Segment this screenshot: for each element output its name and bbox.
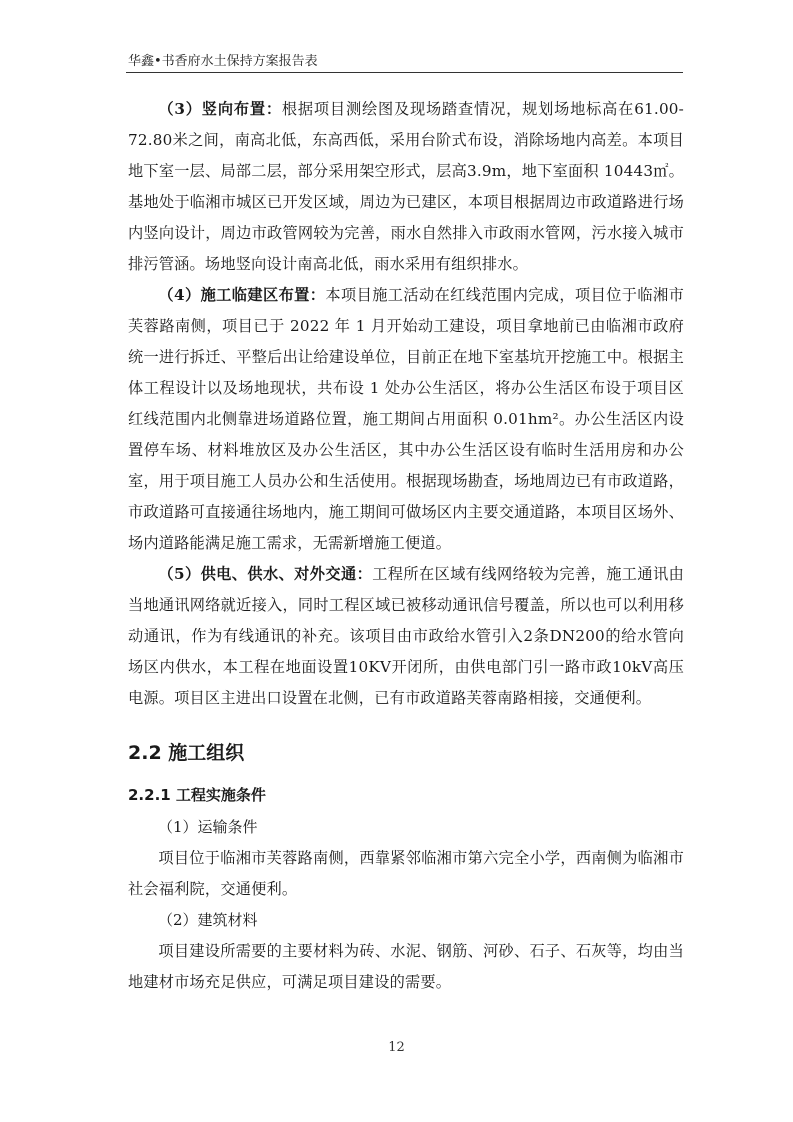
transport-conditions-heading: （1）运输条件: [158, 818, 258, 836]
building-materials-heading: （2）建筑材料: [158, 911, 258, 929]
subsection-heading: 2.2.1 工程实施条件: [128, 786, 266, 804]
paragraph-body: 本项目施工活动在红线范围内完成，项目位于临湘市芙蓉路南侧，项目已于 2022 年 1 月开始动工建设，项目拿地前已由临湘市政府统一进行拆迁、平整后出让给建设单位，目前正在地下室基坑开挖施工中。根据主体工程设计以及场地现状，共布设 1 处办公生活区，将办公生活区布设于项目区红线范围内北侧靠进场道路位置，施工期间占用面积 0.01hm²。办公生活区内设置停车场、材料堆放区及办公生活区，其中办公生活区设有临时生活用房和办公室，用于项目施工人员办公和生活使用。根据现场勘查，场地周边已有市政道路，市政道路可直接通往场地内，施工期间可做场区内主要交通道路，本项目区场外、场内道路能满足施工需求，无需新增施工便道。: [128, 286, 684, 552]
paragraph-temporary-construction: [128, 280, 684, 559]
building-materials-text: 项目建设所需要的主要材料为砖、水泥、钢筋、河砂、石子、石灰等，均由当地建材市场充足供应，可满足项目建设的需要。: [128, 942, 684, 991]
transport-conditions-text: 项目位于临湘市芙蓉路南侧，西靠紧邻临湘市第六完全小学，西南侧为临湘市社会福利院，交通便利。: [128, 849, 684, 898]
paragraph-vertical-layout: [128, 94, 684, 280]
paragraph-utilities-transport: [128, 559, 684, 714]
paragraph-body: 根据项目测绘图及现场踏查情况，规划场地标高在61.00-72.80米之间，南高北低，东高西低，采用台阶式布设，消除场地内高差。本项目地下室一层、局部二层，部分采用架空形式，层高3.9m，地下室面积 10443㎡。基地处于临湘市城区已开发区域，周边为已建区，本项目根据周边市政道路进行场内竖向设计，周边市政管网较为完善，雨水自然排入市政雨水管网，污水接入城市排污管涵。场地竖向设计南高北低，雨水采用有组织排水。: [128, 100, 684, 273]
paragraph-label: （4）施工临建区布置：: [158, 286, 326, 304]
page-number: 12: [388, 1040, 405, 1055]
paragraph-label: （5）供电、供水、对外交通：: [158, 565, 373, 583]
section-heading: 2.2 施工组织: [128, 742, 245, 764]
header-divider: [126, 72, 683, 73]
paragraph-body: 工程所在区域有线网络较为完善，施工通讯由当地通讯网络就近接入，同时工程区域已被移动通讯信号覆盖，所以也可以利用移动通讯，作为有线通讯的补充。该项目由市政给水管引入2条DN200的给水管向场区内供水，本工程在地面设置10KV开闭所，由供电部门引一路市政10kV高压电源。项目区主进出口设置在北侧，已有市政道路芙蓉南路相接，交通便利。: [128, 565, 684, 707]
page-content: [128, 94, 684, 998]
paragraph-label: （3）竖向布置：: [158, 100, 282, 118]
document-header: 华鑫•书香府水土保持方案报告表: [128, 54, 318, 69]
